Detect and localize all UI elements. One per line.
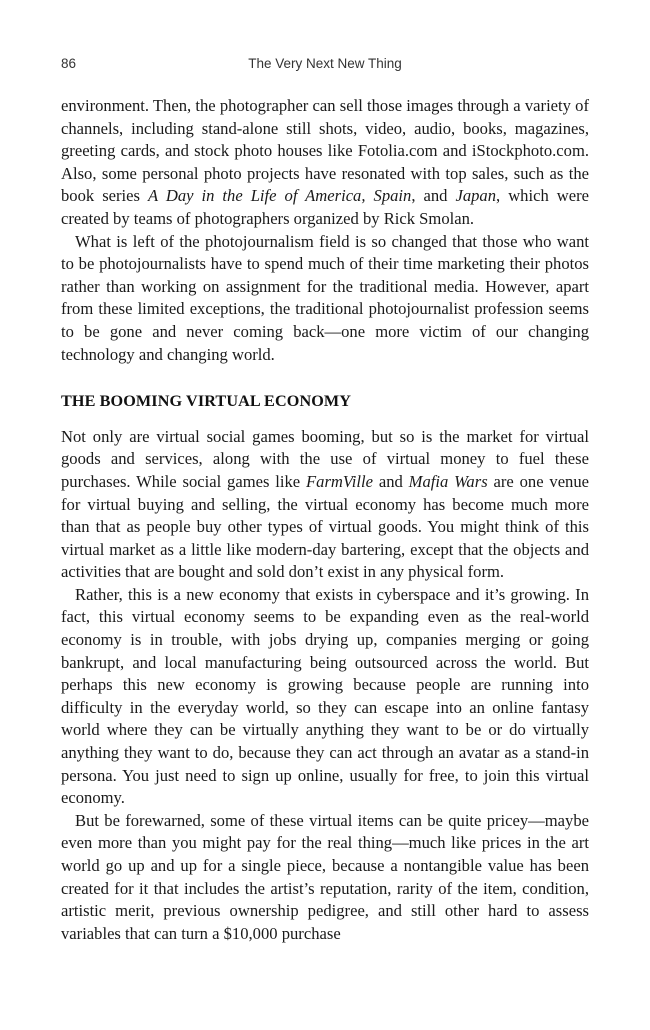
book-title-italic: Japan — [455, 186, 497, 206]
section-heading: THE BOOMING VIRTUAL ECONOMY — [61, 392, 352, 411]
book-page — [61, 56, 589, 945]
paragraph: Rather, this is a new economy that exists in cyberspace and it’s growing. In fact, this virtual economy seems to be expanding even as the real-world economy is in trouble, with jobs drying up, companies merging or going bankrupt, and local manufacturing being outsourced across the world. But perhaps this new economy is growing because people are running into difficulty in the everyday world, so they can escape into an online fantasy world where they can be virtually anything they want to be or do virtually anything they want to do, because they can act through an avatar as a stand-in persona. You just need to sign up online, usually for free, to join this virtual economy. — [61, 584, 589, 808]
paragraph — [61, 426, 589, 584]
book-title-italic: A Day in the Life of America, Spain — [148, 186, 412, 206]
running-title: The Very Next New Thing — [248, 56, 402, 71]
page-number: 86 — [61, 56, 77, 71]
paragraph — [61, 95, 589, 231]
game-title-italic: FarmVille — [306, 471, 373, 491]
game-title-italic: Mafia Wars — [408, 471, 488, 491]
paragraph-text: , and — [411, 186, 456, 206]
paragraph-text: are one venue for virtual buying and selling, the virtual economy has become much more than that as people buy other types of virtual goods. You might think of this virtual market as a little like modern-day bartering, except that the objects and activities that are bought and sold don’t exist in any physical form. — [61, 471, 590, 582]
paragraph-text: and — [373, 471, 409, 491]
paragraph-text: , which were created by teams of photographers organized by Rick Smolan. — [61, 186, 589, 228]
paragraph: What is left of the photojournalism field is so changed that those who want to be photojournalists have to spend much of their time marketing their photos rather than working on assignment for the traditional media. However, apart from these limited exceptions, the traditional photojournalist profession seems to be gone and never coming back—one more victim of our changing technology and changing world. — [61, 231, 589, 364]
paragraph-text: Not only are virtual social games booming, but so is the market for virtual goods and services, along with the use of virtual money to fuel these purchases. While social games like — [61, 426, 589, 491]
paragraph: But be forewarned, some of these virtual items can be quite pricey—maybe even more than you might pay for the real thing—much like prices in the art world go up and up for a single piece, because a nontangible value has been created for it that includes the artist’s reputation, rarity of the item, condition, artistic merit, previous ownership pedigree, and still other hard to assess variables that can turn a $10,000 purchase — [61, 810, 589, 943]
running-header — [61, 56, 589, 78]
paragraph-text: environment. Then, the photographer can sell those images through a variety of channels, including stand-alone still shots, video, audio, books, magazines, greeting cards, and stock photo houses like Fotolia.com and iStockphoto.com. Also, some personal photo projects have resonated with top sales, such as the book series — [61, 96, 589, 206]
body-text — [61, 95, 589, 945]
